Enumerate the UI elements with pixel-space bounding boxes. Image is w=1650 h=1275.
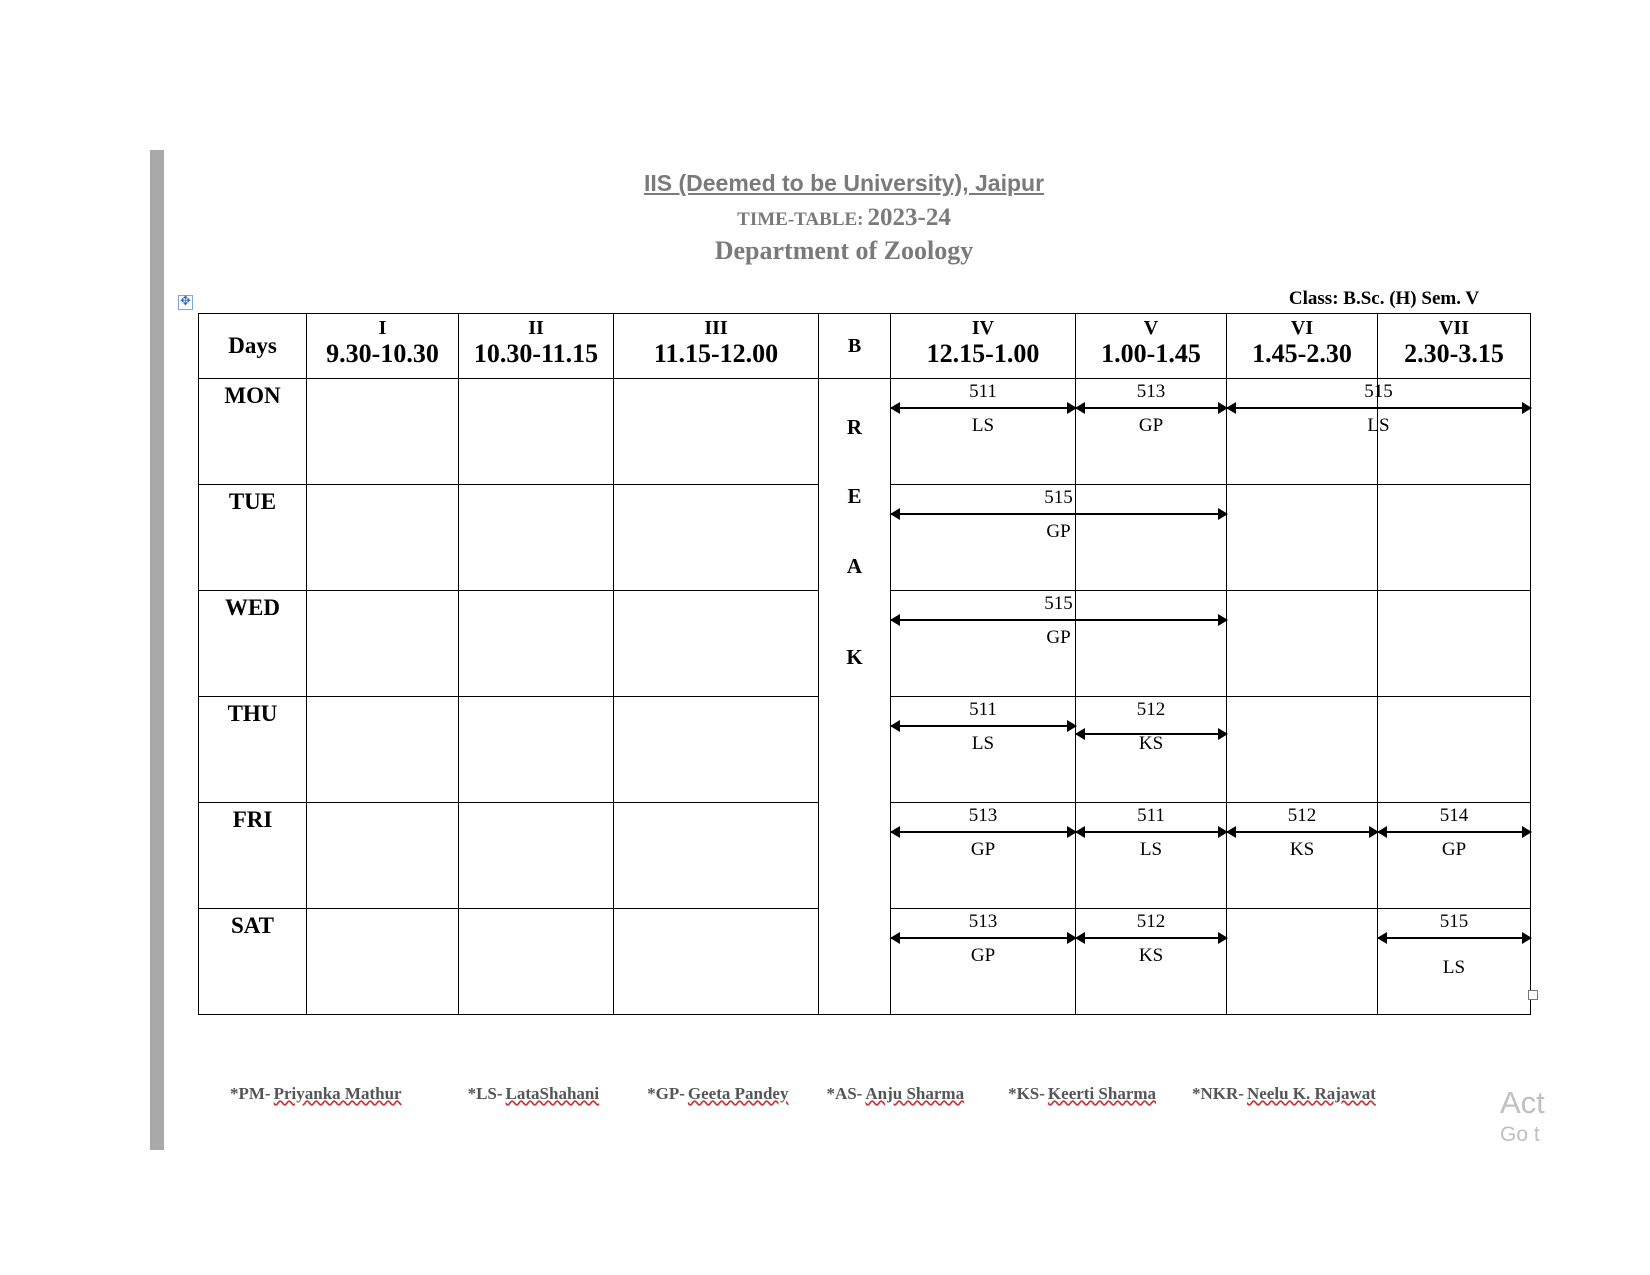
legend-item (1008, 1084, 1156, 1104)
room-number: 515 (1044, 592, 1073, 614)
span-arrow (1227, 407, 1531, 409)
timetable-cell (459, 697, 614, 803)
class-session (1227, 379, 1531, 485)
break-letter: A (846, 554, 863, 578)
class-session (1076, 803, 1227, 909)
period-header-7: VII 2.30-3.15 (1378, 314, 1531, 379)
class-session (891, 909, 1076, 1015)
break-header: B (819, 314, 891, 379)
legend-name: Neelu K. Rajawat (1246, 1084, 1376, 1103)
days-header: Days (199, 314, 307, 379)
break-column (819, 379, 891, 1015)
teacher-code: LS (1442, 956, 1466, 978)
break-letter: E (847, 484, 862, 508)
class-session (1076, 909, 1227, 1015)
day-name: TUE (199, 485, 307, 591)
teacher-code: KS (1138, 732, 1164, 754)
room-number: 514 (1439, 804, 1469, 826)
span-arrow (1227, 831, 1378, 833)
period-header-5: V 1.00-1.45 (1076, 314, 1227, 379)
teacher-code: GP (970, 944, 996, 966)
legend-name: LataShahani (505, 1084, 600, 1103)
page-left-edge (150, 150, 164, 1150)
teacher-code: LS (971, 414, 995, 436)
timetable-cell (459, 379, 614, 485)
span-arrow (891, 513, 1227, 515)
timetable-cell (459, 591, 614, 697)
room-number: 512 (1136, 698, 1166, 720)
header-row (199, 314, 1531, 379)
timetable-cell (307, 803, 459, 909)
period-header-4: IV 12.15-1.00 (891, 314, 1076, 379)
teacher-code: LS (1139, 838, 1163, 860)
teacher-code: GP (1046, 626, 1071, 648)
timetable-cell (614, 591, 819, 697)
class-session (891, 379, 1076, 485)
timetable-cell (459, 485, 614, 591)
legend-item (230, 1084, 402, 1104)
span-arrow (1378, 937, 1531, 939)
class-session (1378, 803, 1531, 909)
room-number: 512 (1287, 804, 1317, 826)
class-session (891, 803, 1076, 909)
watermark-line-1: Act (1500, 1085, 1545, 1120)
room-number: 515 (1044, 486, 1073, 508)
room-number: 512 (1136, 910, 1166, 932)
class-session (1227, 803, 1378, 909)
period-header-6: VI 1.45-2.30 (1227, 314, 1378, 379)
day-name: WED (199, 591, 307, 697)
timetable-cell (1378, 697, 1531, 803)
timetable-cell (614, 485, 819, 591)
span-arrow (891, 937, 1076, 939)
legend-code: *NKR- (1192, 1084, 1244, 1103)
timetable-cell (614, 697, 819, 803)
table-move-handle-icon[interactable]: ✥ (178, 295, 193, 310)
legend-item (826, 1084, 964, 1104)
legend-item (1192, 1084, 1376, 1104)
period-header-3: III 11.15-12.00 (614, 314, 819, 379)
span-arrow (1076, 831, 1227, 833)
watermark-line-2: Go t (1500, 1123, 1540, 1146)
teacher-code: GP (1441, 838, 1467, 860)
legend-name: Anju Sharma (865, 1084, 965, 1103)
period-header-1: I 9.30-10.30 (307, 314, 459, 379)
span-arrow (891, 407, 1076, 409)
timetable-cell (459, 909, 614, 1015)
legend-name: Keerti Sharma (1047, 1084, 1157, 1103)
break-letter: R (846, 415, 863, 439)
class-session (1076, 379, 1227, 485)
timetable-year: 2023-24 (867, 204, 951, 231)
timetable-cell (614, 379, 819, 485)
timetable-cell (1378, 485, 1531, 591)
span-arrow (891, 619, 1227, 621)
teacher-code: LS (971, 732, 995, 754)
timetable-cell (1227, 697, 1378, 803)
timetable-cell (307, 379, 459, 485)
timetable-cell (614, 909, 819, 1015)
span-arrow (1076, 937, 1227, 939)
timetable-cell (307, 485, 459, 591)
timetable-cell (459, 803, 614, 909)
span-arrow (891, 725, 1076, 727)
class-session (891, 697, 1076, 803)
timetable-cell (307, 591, 459, 697)
day-name: MON (199, 379, 307, 485)
timetable-cell (1227, 909, 1378, 1015)
class-session (1076, 697, 1227, 803)
class-session (1378, 909, 1531, 1015)
room-number: 515 (1364, 380, 1393, 402)
class-session (891, 485, 1227, 591)
break-letter: K (846, 645, 863, 669)
day-name: FRI (199, 803, 307, 909)
timetable-heading (628, 204, 1060, 232)
teacher-legend (230, 1084, 1470, 1104)
legend-code: *GP- (647, 1084, 685, 1103)
span-arrow (1076, 407, 1227, 409)
room-number: 513 (968, 910, 998, 932)
room-number: 513 (1136, 380, 1166, 402)
period-header-2: II 10.30-11.15 (459, 314, 614, 379)
room-number: 513 (968, 804, 998, 826)
teacher-code: KS (1138, 944, 1164, 966)
timetable-cell (1227, 485, 1378, 591)
span-arrow (891, 831, 1076, 833)
day-name: SAT (199, 909, 307, 1015)
legend-name: Geeta Pandey (687, 1084, 789, 1103)
teacher-code: LS (1367, 414, 1390, 436)
room-number: 511 (969, 380, 997, 402)
legend-name: Priyanka Mathur (273, 1084, 402, 1103)
legend-item (468, 1084, 600, 1104)
room-number: 515 (1439, 910, 1469, 932)
university-title: IIS (Deemed to be University), Jaipur (643, 170, 1045, 196)
teacher-code: GP (1138, 414, 1164, 436)
room-number: 511 (969, 698, 997, 720)
timetable-cell (307, 909, 459, 1015)
class-session (891, 591, 1227, 697)
teacher-code: KS (1289, 838, 1315, 860)
legend-code: *KS- (1008, 1084, 1045, 1103)
legend-code: *AS- (826, 1084, 863, 1103)
teacher-code: GP (1046, 520, 1071, 542)
department-title: Department of Zoology (714, 236, 974, 265)
legend-item (647, 1084, 788, 1104)
timetable-cell (614, 803, 819, 909)
activation-watermark (1500, 1085, 1545, 1147)
day-name: THU (199, 697, 307, 803)
legend-code: *PM- (230, 1084, 271, 1103)
timetable-cell (1378, 591, 1531, 697)
room-number: 511 (1137, 804, 1165, 826)
legend-code: *LS- (467, 1084, 503, 1103)
timetable-cell (307, 697, 459, 803)
timetable-label: TIME-TABLE: (737, 209, 864, 230)
teacher-code: GP (970, 838, 996, 860)
span-arrow (1378, 831, 1531, 833)
timetable-cell (1227, 591, 1378, 697)
class-label: Class: B.Sc. (H) Sem. V (1288, 288, 1480, 309)
